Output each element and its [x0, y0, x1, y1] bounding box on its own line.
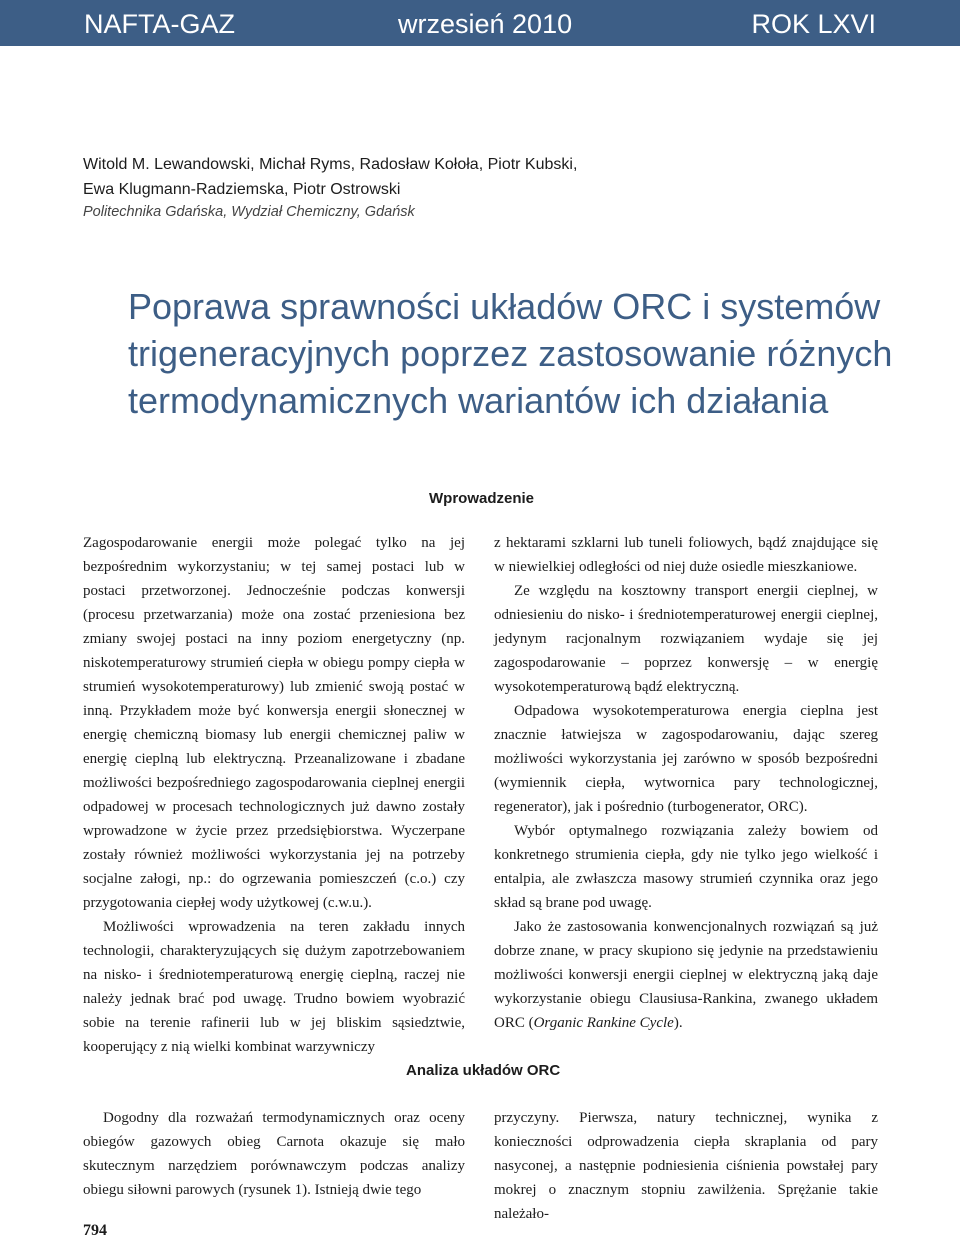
paragraph: Ze względu na kosztowny transport energii cieplnej, w odniesieniu do nisko- i średniotemperaturowej energii cieplnej, jedynym racjonalnym rozwiązaniem wydaje się jej zagospodarowanie – poprzez konwersję – w energię wysokotemperaturową bądź elektryczną.	[494, 583, 878, 695]
paragraph-text: Jako że zastosowania konwencjonalnych rozwiązań są już dobrze znane, w pracy skupiono się jedynie na przedstawieniu możliwości konwersji energii cieplnej w elektryczną jaką daje wykorzystanie obiegu Clausiusa-Rankina, zwanego układem ORC (	[494, 919, 878, 1031]
section-heading-orc-analysis: Analiza układów ORC	[406, 1062, 561, 1079]
paragraph: Odpadowa wysokotemperaturowa energia cieplna jest znacznie łatwiejsza w zagospodarowaniu, dając szereg możliwości wykorzystania jej zarówno w sposób bezpośredni (wymiennik ciepła, wytwornica pary technologicznej, regenerator), jak i pośrednio (turbogenerator, ORC).	[494, 703, 878, 815]
intro-column-left	[83, 531, 465, 1059]
title-line-3: termodynamicznych wariantów ich działania	[128, 380, 829, 421]
authors-line-1: Witold M. Lewandowski, Michał Ryms, Radosław Kołoła, Piotr Kubski,	[83, 156, 578, 173]
authors-line-2: Ewa Klugmann-Radziemska, Piotr Ostrowski	[83, 181, 401, 198]
paragraph: z hektarami szklarni lub tuneli foliowych, bądź znajdujące się w niewielkiej odległości od niej duże osiedle mieszkaniowe.	[494, 535, 878, 575]
orc-full-name: Organic Rankine Cycle	[533, 1015, 674, 1031]
analysis-column-left	[83, 1106, 465, 1202]
title-line-1: Poprawa sprawności układów ORC i systemów	[128, 286, 881, 327]
paragraph-text-end: ).	[673, 1015, 683, 1031]
issue-date: wrzesień 2010	[398, 9, 573, 39]
intro-column-right	[494, 531, 878, 1035]
authors	[83, 152, 783, 202]
paragraph: przyczyny. Pierwsza, natury technicznej, wynika z konieczności odprowadzenia ciepła skraplania od pary nasyconej, a następnie podniesienia ciśnienia powstałej pary mokrej o znacznym stopniu zawilżenia. Sprężanie takie należało-	[494, 1110, 878, 1222]
paragraph: Dogodny dla rozważań termodynamicznych oraz oceny obiegów gazowych obieg Carnota okazuje się mało skutecznym narzędziem porównawczym podczas analizy obiegu siłowni parowych (rysunek 1). Istnieją dwie tego	[83, 1110, 465, 1198]
affiliation: Politechnika Gdańska, Wydział Chemiczny, Gdańsk	[83, 204, 415, 220]
title-line-2: trigeneracyjnych poprzez zastosowanie różnych	[128, 333, 893, 374]
journal-name: NAFTA-GAZ	[84, 9, 235, 39]
volume-number: ROK LXVI	[751, 9, 876, 39]
paragraph: Możliwości wprowadzenia na teren zakładu innych technologii, charakteryzujących się dużym zapotrzebowaniem na nisko- i średniotemperaturową energię cieplną, raczej nie należy jednak brać pod uwagę. Trudno bowiem wyobrazić sobie na terenie rafinerii lub w jej bliskim sąsiedztwie, kooperujący z nią wielki kombinat warzywniczy	[83, 919, 465, 1055]
page-number: 794	[83, 1222, 107, 1239]
paragraph: Wybór optymalnego rozwiązania zależy bowiem od konkretnego strumienia ciepła, gdy nie tylko jego wielkość i entalpia, ale zwłaszcza masowy strumień czynnika oraz jego skład są brane pod uwagę.	[494, 823, 878, 911]
section-heading-introduction: Wprowadzenie	[429, 490, 535, 507]
article-title	[128, 283, 908, 424]
journal-header-bar	[0, 0, 960, 46]
paragraph: Zagospodarowanie energii może polegać tylko na jej bezpośrednim wykorzystaniu; w tej samej postaci lub w postaci przetworzonej. Jednocześnie podczas konwersji (procesu przetwarzania) może ona zostać przeniesiona bez zmiany swojej postaci na inny poziom energetyczny (np. niskotemperaturowy strumień ciepła w obiegu pompy ciepła w strumień wysokotemperaturowy) lub zmienić swoją postać w inną. Przykładem może być konwersja energii słonecznej w energię chemiczną biomasy lub energii chemicznej paliw w energię cieplną lub elektryczną. Przeanalizowane i zbadane możliwości bezpośredniego zagospodarowania cieplnej energii odpadowej w procesach technologicznych już dawno zostały wprowadzone w życie przez przedsiębiorstwa. Wyczerpane zostały również możliwości wykorzystania jej na potrzeby socjalne załogi, np.: do ogrzewania pomieszczeń (c.o.) czy przygotowania ciepłej wody użytkowej (c.w.u.).	[83, 535, 465, 911]
analysis-column-right	[494, 1106, 878, 1226]
paragraph	[494, 915, 878, 1035]
